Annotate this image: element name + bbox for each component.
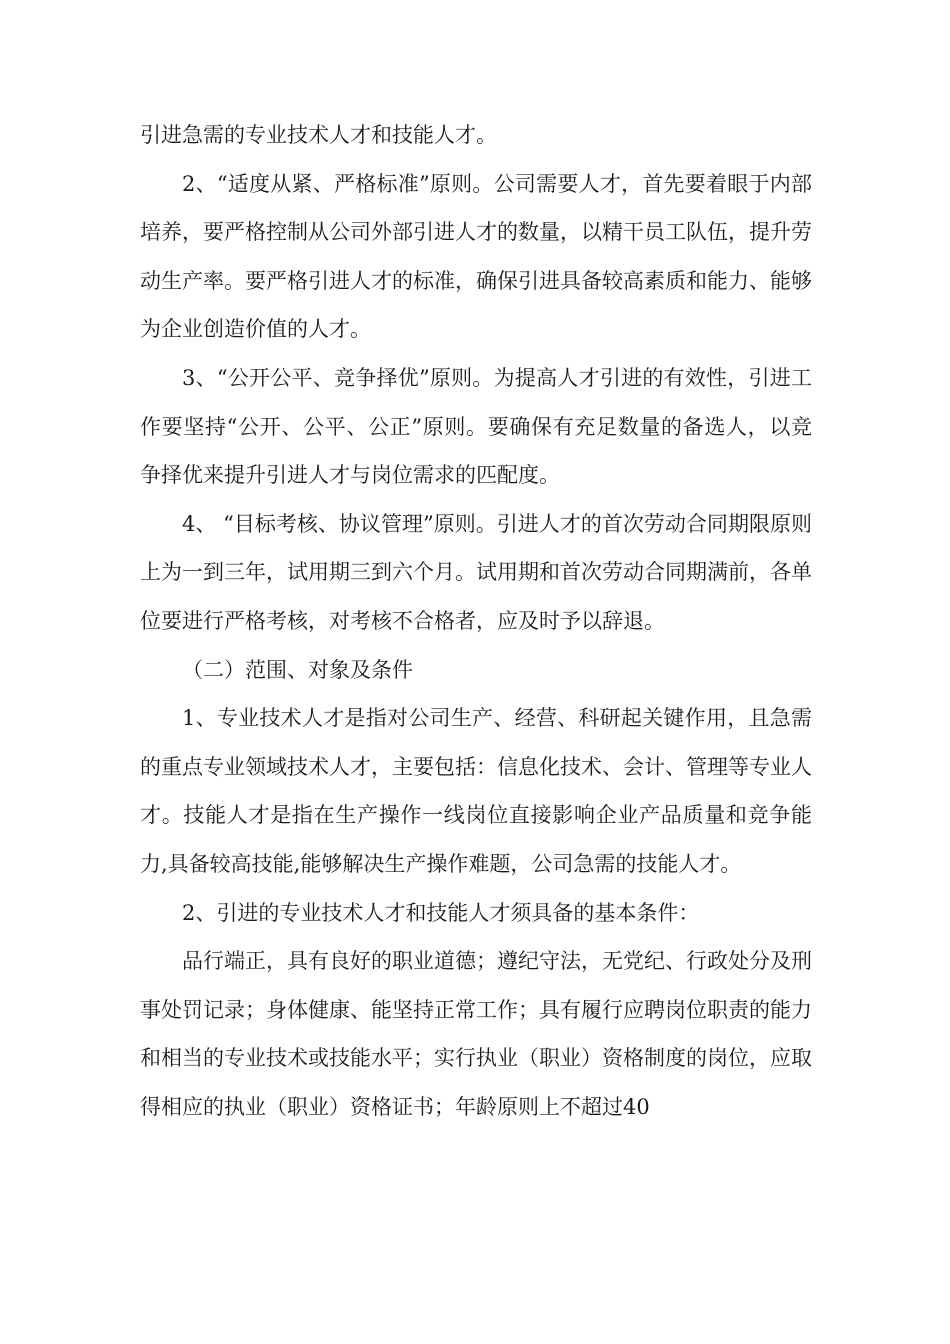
paragraph-scope-1: 1、专业技术人才是指对公司生产、经营、科研起关键作用，且急需的重点专业领域技术人才，主要包括：信息化技术、会计、管理等专业人才。技能人才是指在生产操作一线岗位直接影响企业产品质量和竞争能力,具备较高技能,能够解决生产操作难题，公司急需的技能人才。	[140, 706, 812, 876]
paragraph-principle-4: 4、 “目标考核、协议管理”原则。引进人才的首次劳动合同期限原则上为一到三年，试用期三到六个月。试用期和首次劳动合同期满前，各单位要进行严格考核，对考核不合格者，应及时予以辞退。	[140, 511, 812, 633]
paragraph-continuation: 引进急需的专业技术人才和技能人才。	[140, 123, 497, 147]
paragraph-scope-2: 2、引进的专业技术人才和技能人才须具备的基本条件：	[182, 900, 700, 925]
document-body	[140, 111, 812, 1131]
paragraph-principle-3: 3、“公开公平、竞争择优”原则。为提高人才引进的有效性，引进工作要坚持“公开、公平、公正”原则。要确保有充足数量的备选人，以竞争择优来提升引进人才与岗位需求的匹配度。	[140, 365, 812, 488]
paragraph-principle-2: 2、“适度从紧、严格标准”原则。公司需要人才，首先要着眼于内部培养，要严格控制从公司外部引进人才的数量，以精干员工队伍，提升劳动生产率。要严格引进人才的标准，确保引进具备较高素质和能力、能够为企业创造价值的人才。	[140, 171, 812, 342]
paragraph-conditions: 品行端正，具有良好的职业道德；遵纪守法，无党纪、行政处分及刑事处罚记录；身体健康、能坚持正常工作；具有履行应聘岗位职责的能力和相当的专业技术或技能水平；实行执业（职业）资格制度的岗位，应取得相应的执业（职业）资格证书；年龄原则上不超过40	[140, 949, 812, 1119]
section-heading-scope: （二）范围、对象及条件	[182, 657, 413, 682]
